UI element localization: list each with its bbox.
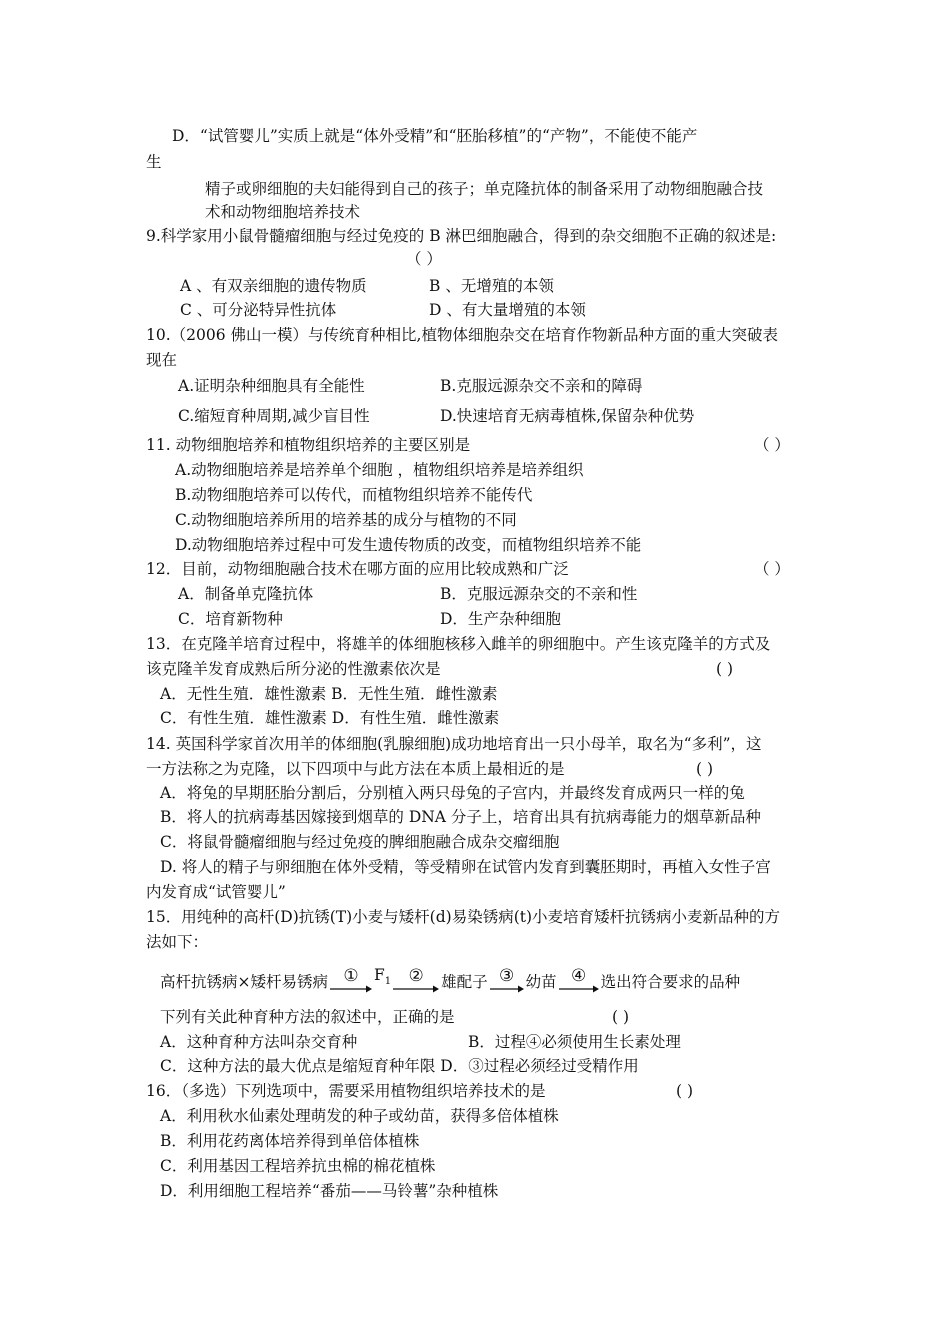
step4-number: ④	[571, 966, 587, 986]
q15-breeding-flow	[160, 955, 740, 993]
q11-stem: 11. 动物细胞培养和植物组织培养的主要区别是	[146, 436, 471, 454]
q9-answer-paren: （ ）	[406, 250, 442, 268]
q14-option-d-line2: 内发育成“试管婴儿”	[146, 883, 286, 901]
q14-option-b: B．将人的抗病毒基因嫁接到烟草的 DNA 分子上，培育出具有抗病毒能力的烟草新品种	[160, 808, 761, 826]
q15-option-a: A．这种育种方法叫杂交育种	[160, 1033, 358, 1051]
q15-answer-paren: ( )	[612, 1008, 630, 1026]
q10-option-c: C.缩短育种周期,减少盲目性	[178, 407, 370, 425]
q8-option-d-line4: 术和动物细胞培养技术	[205, 203, 361, 221]
q14-option-a: A．将兔的早期胚胎分割后，分别植入两只母兔的子宫内，并最终发育成两只一样的兔	[160, 784, 745, 802]
q9-stem: 9.科学家用小鼠骨髓瘤细胞与经过免疫的 B 淋巴细胞融合，得到的杂交细胞不正确的叙述是:	[146, 227, 777, 245]
f1-label: F	[374, 965, 385, 984]
q13-stem-line1: 13．在克隆羊培育过程中，将雄羊的体细胞核移入雌羊的卵细胞中。产生该克隆羊的方式及	[146, 635, 771, 653]
q10-option-a: A.证明杂种细胞具有全能性	[178, 377, 365, 395]
arrow-right-icon	[393, 985, 439, 993]
q14-stem-line2: 一方法称之为克隆，以下四项中与此方法在本质上最相近的是	[146, 760, 565, 778]
q10-stem-line2: 现在	[146, 351, 178, 369]
q15-stem-line2: 法如下：	[146, 933, 209, 951]
q13-options-ab: A．无性生殖．雄性激素 B．无性生殖．雌性激素	[160, 685, 498, 703]
q12-option-d: D．生产杂种细胞	[440, 610, 561, 628]
q11-answer-paren: （ ）	[754, 436, 790, 454]
flow-step1-arrow	[330, 968, 372, 993]
q10-option-d: D.快速培育无病毒植株,保留杂种优势	[440, 407, 695, 425]
q12-option-a: A．制备单克隆抗体	[178, 585, 314, 603]
q13-stem-line2: 该克隆羊发育成熟后所分泌的性激素依次是	[146, 660, 441, 678]
q16-option-a: A．利用秋水仙素处理萌发的种子或幼苗，获得多倍体植株	[160, 1107, 559, 1125]
q9-option-d: D 、有大量增殖的本领	[429, 301, 586, 319]
q9-option-a: A 、有双亲细胞的遗传物质	[180, 277, 367, 295]
q15-stem-line1: 15．用纯种的高杆(D)抗锈(T)小麦与矮杆(d)易染锈病(t)小麦培育矮杆抗锈病小麦新品种的方	[146, 908, 781, 926]
q13-options-cd: C．有性生殖．雄性激素 D．有性生殖．雌性激素	[160, 709, 500, 727]
q16-stem: 16．（多选）下列选项中，需要采用植物组织培养技术的是	[146, 1082, 546, 1100]
arrow-right-icon	[330, 985, 372, 993]
q14-answer-paren: ( )	[696, 760, 714, 778]
q14-stem-line1: 14. 英国科学家首次用羊的体细胞(乳腺细胞)成功地培育出一只小母羊，取名为“多利”，这	[146, 735, 762, 753]
flow-start: 高杆抗锈病×矮杆易锈病	[160, 973, 328, 991]
q11-option-c: C.动物细胞培养所用的培养基的成分与植物的不同	[175, 511, 517, 529]
q13-answer-paren: ( )	[716, 660, 734, 678]
step2-number: ②	[408, 966, 424, 986]
flow-step2-arrow	[393, 968, 439, 993]
q11-option-d: D.动物细胞培养过程中可发生遗传物质的改变，而植物组织培养不能	[175, 536, 642, 554]
flow-step3-arrow	[490, 968, 524, 993]
q15-option-b: B．过程④必须使用生长素处理	[468, 1033, 681, 1051]
step3-number: ③	[499, 966, 515, 986]
q16-option-b: B．利用花药离体培养得到单倍体植株	[160, 1132, 420, 1150]
arrow-right-icon	[559, 985, 599, 993]
q14-option-d-line1: D. 将人的精子与卵细胞在体外受精，等受精卵在试管内发育到囊胚期时，再植入女性子宫	[160, 858, 771, 876]
q15-options-cd: C．这种方法的最大优点是缩短育种年限 D．③过程必须经过受精作用	[160, 1057, 639, 1075]
q16-option-d: D．利用细胞工程培养“番茄——马铃薯”杂种植株	[160, 1182, 499, 1200]
q9-option-b: B 、无增殖的本领	[429, 277, 554, 295]
q16-option-c: C．利用基因工程培养抗虫棉的棉花植株	[160, 1157, 436, 1175]
flow-step4-arrow	[559, 968, 599, 993]
flow-seedling: 幼苗	[525, 973, 557, 991]
q12-stem: 12．目前，动物细胞融合技术在哪方面的应用比较成熟和广泛	[146, 560, 569, 578]
q11-option-a: A.动物细胞培养是培养单个细胞 ，植物组织培养是培养组织	[175, 461, 584, 479]
q12-option-b: B．克服远源杂交的不亲和性	[440, 585, 638, 603]
flow-gamete: 雄配子	[441, 973, 488, 991]
q14-option-c: C．将鼠骨髓瘤细胞与经过免疫的脾细胞融合成杂交瘤细胞	[160, 833, 560, 851]
arrow-right-icon	[490, 985, 524, 993]
q10-stem-line1: 10.（2006 佛山一模）与传统育种相比,植物体细胞杂交在培育作物新品种方面的重大突破表	[146, 326, 778, 344]
step1-number: ①	[343, 966, 359, 986]
q15-prompt: 下列有关此种育种方法的叙述中，正确的是	[160, 1008, 455, 1026]
q16-answer-paren: ( )	[676, 1082, 694, 1100]
f1-subscript: 1	[384, 976, 392, 987]
q10-option-b: B.克服远源杂交不亲和的障碍	[440, 377, 643, 395]
q12-option-c: C．培育新物种	[178, 610, 283, 628]
flow-f1	[374, 964, 391, 993]
q9-option-c: C 、可分泌特异性抗体	[180, 301, 337, 319]
flow-end: 选出符合要求的品种	[600, 973, 741, 991]
q12-answer-paren: （ ）	[754, 560, 790, 578]
q8-option-d-line2: 生	[146, 153, 162, 171]
q8-option-d-line3: 精子或卵细胞的夫妇能得到自己的孩子；单克隆抗体的制备采用了动物细胞融合技	[205, 180, 764, 198]
q8-option-d-line1: D．“试管婴儿”实质上就是“体外受精”和“胚胎移植”的“产物”，不能使不能产	[172, 127, 698, 145]
q11-option-b: B.动物细胞培养可以传代，而植物组织培养不能传代	[175, 486, 533, 504]
